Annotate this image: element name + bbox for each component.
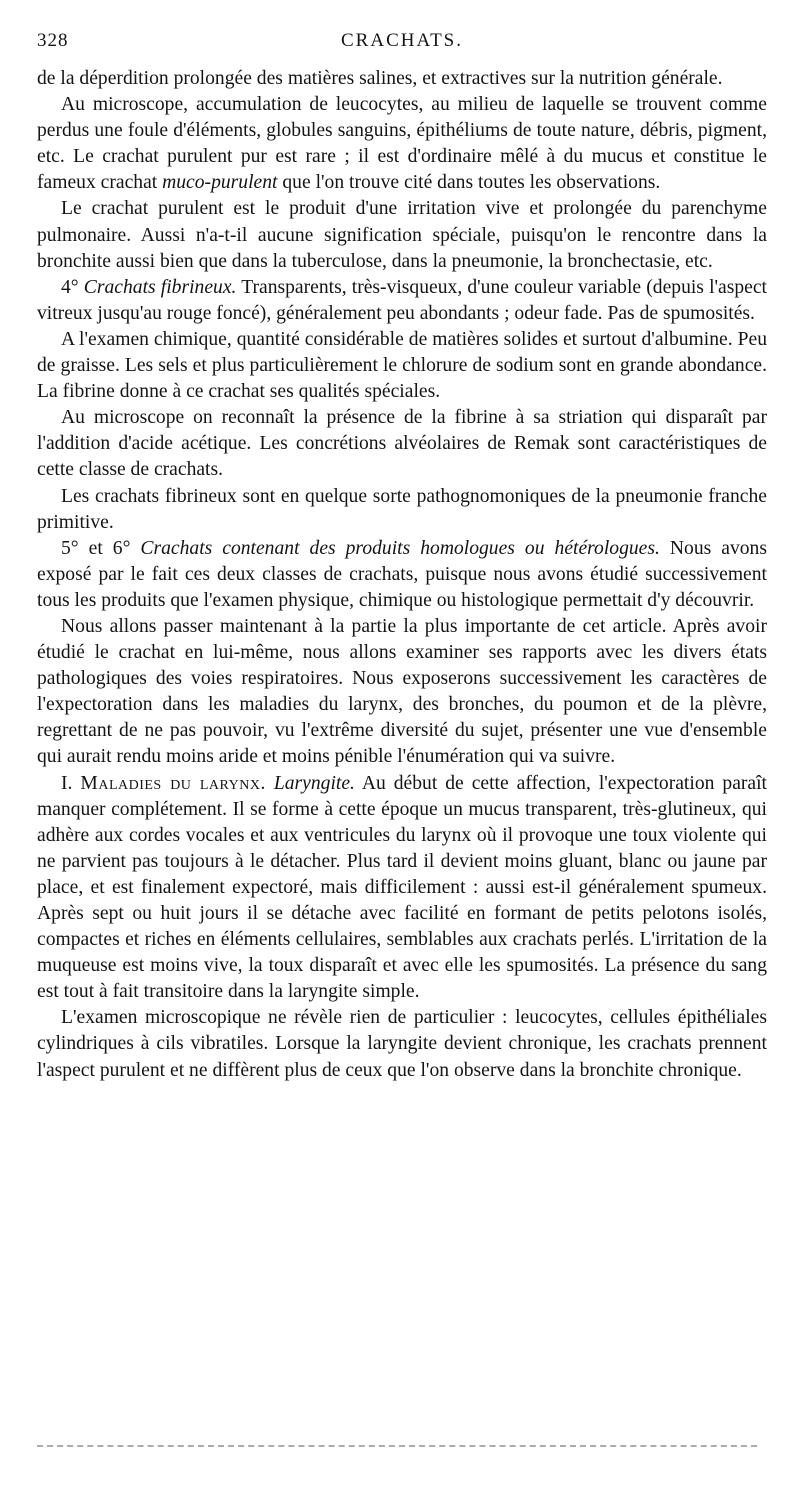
- paragraph-text: Au début de cette affection, l'expectoration paraît manquer complétement. Il se forme à cette époque un mucus transparent, très-glutineux, qui adhère aux cordes vocales et aux ventricules du larynx où il provoque une toux violente qui ne parvient pas toujours à le détacher. Plus tard il devient moins gluant, blanc ou jaune par place, et est finalement expectoré, mais difficilement : aussi est-il généralement spumeux. Après sept ou huit jours il se détache avec facilité en formant de petits pelotons isolés, compactes et riches en éléments cellulaires, semblables aux crachats perlés. L'irritation de la muqueuse est moins vive, la toux disparaît et avec elle les spumosités. La présence du sang est tout à fait transitoire dans la laryngite simple.: [37, 772, 767, 1003]
- paragraph-text: Les crachats fibrineux sont en quelque sorte pathognomoniques de la pneumonie franche primitive.: [37, 485, 767, 533]
- body-text: [37, 66, 767, 1084]
- paragraph-text: Le crachat purulent est le produit d'une irritation vive et prolongée du parenchyme pulmonaire. Aussi n'a-t-il aucune signification spéciale, puisqu'on le rencontre dans la bronchite aussi bien que dans la tuberculose, dans la pneumonie, la bronchectasie, etc.: [37, 198, 767, 272]
- paragraph-text: Au microscope on reconnaît la présence de la fibrine à sa striation qui disparaît par l'addition d'acide acétique. Les concrétions alvéolaires de Remak sont caractéristiques de cette classe de crachats.: [37, 407, 767, 481]
- section-number: 5° et 6°: [61, 537, 141, 559]
- section-number: I.: [61, 772, 81, 794]
- paragraph-text: Nous allons passer maintenant à la partie la plus importante de cet article. Après avoir étudié le crachat en lui-même, nous allons examiner ses rapports avec les divers états pathologiques des voies respiratoires. Nous exposerons successivement les caractères de l'expectoration dans les maladies du larynx, des bronches, du poumon et de la plèvre, regrettant de ne pas pouvoir, vu l'extrême diversité du sujet, présenter une vue d'ensemble qui aurait rendu moins aride et moins pénible l'énumération qui va suivre.: [37, 615, 767, 768]
- page-number: 328: [37, 30, 69, 51]
- paragraph-text: L'examen microscopique ne révèle rien de particulier : leucocytes, cellules épithéliales cylindriques à cils vibratiles. Lorsque la laryngite devient chronique, les crachats prennent l'aspect purulent et ne diffèrent plus de ceux que l'on observe dans la bronchite chronique.: [37, 1007, 767, 1081]
- paragraph-text: que l'on trouve cité dans toutes les observations.: [277, 172, 661, 194]
- paragraph-fibrineux: [37, 275, 767, 327]
- paragraph-purulent: [37, 196, 767, 274]
- italic-term: muco-purulent: [162, 172, 278, 194]
- running-title: CRACHATS.: [341, 30, 463, 51]
- section-heading: Crachats contenant des produits homologues ou hétérologues.: [140, 537, 660, 559]
- book-page: [37, 30, 767, 1084]
- subsection-heading: Laryngite.: [273, 772, 355, 794]
- paragraph-text: Transparents, très-visqueux, d'une couleur variable (depuis l'aspect vitreux jusqu'au rouge foncé), généralement peu abondants ; odeur fade. Pas de spumosités.: [37, 276, 768, 324]
- section-heading: Crachats fibrineux.: [83, 276, 237, 298]
- paragraph-homologues: [37, 536, 767, 614]
- section-number: 4°: [61, 276, 84, 298]
- footer-dashed-rule: [37, 1445, 757, 1447]
- paragraph-transition: [37, 614, 767, 771]
- paragraph-laryngite: [37, 771, 767, 1006]
- paragraph-microscope: [37, 92, 767, 196]
- paragraph-continuation: [37, 66, 767, 92]
- paragraph-microscope-fibrine: [37, 405, 767, 483]
- paragraph-text: de la déperdition prolongée des matières salines, et extractives sur la nutrition générale.: [37, 68, 723, 89]
- paragraph-text: Au microscope, accumulation de leucocytes, au milieu de laquelle se trouvent comme perdus une foule d'éléments, globules sanguins, épithéliums de toute nature, débris, pigment, etc. Le crachat purulent pur est rare ; il est d'ordinaire mêlé à du mucus et constitue le fameux crachat: [37, 94, 767, 194]
- page-header: [37, 30, 767, 58]
- paragraph-text: A l'examen chimique, quantité considérable de matières solides et surtout d'albumine. Peu de graisse. Les sels et plus particulièrement le chlorure de sodium sont en grande abondance. La fibrine donne à ce crachat ses qualités spéciales.: [37, 328, 767, 403]
- paragraph-pathognomoniques: [37, 484, 767, 536]
- paragraph-microscopique: [37, 1005, 767, 1083]
- paragraph-chimique: [37, 327, 767, 405]
- paragraph-text: Nous avons exposé par le fait ces deux classes de crachats, puisque nous avons étudié successivement tous les produits que l'examen physique, chimique ou histologique permettait d'y découvrir.: [37, 537, 767, 611]
- section-heading-smallcaps: Maladies du larynx.: [80, 772, 266, 794]
